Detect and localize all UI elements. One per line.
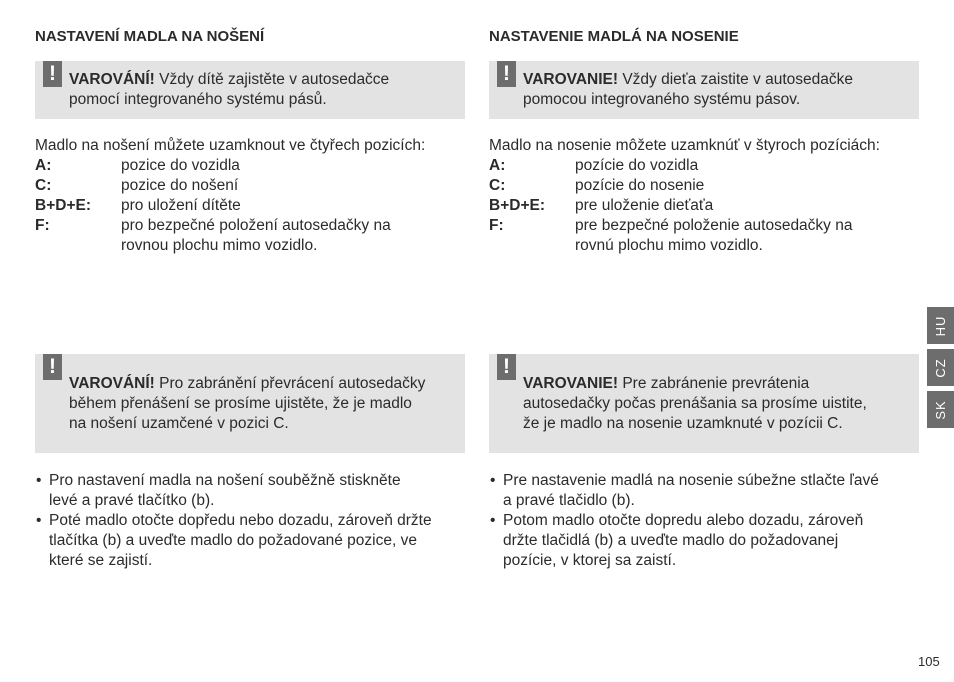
bullet-line2: a pravé tlačidlo (b).: [503, 492, 635, 509]
position-text: [575, 216, 919, 256]
position-text-line2: rovnú plochu mimo vozidlo.: [575, 237, 763, 254]
warning-2-line1: Pro zabránění převrácení autosedačky: [154, 375, 426, 392]
position-text: [121, 216, 465, 256]
position-text: pre uloženie dieťaťa: [575, 197, 714, 214]
bullet-line1: Pre nastavenie madlá na nosenie súbežne stlačte ľavé: [503, 472, 879, 489]
bullet-line3: které se zajistí.: [49, 552, 153, 569]
warning-2-line2: během přenášení se prosíme ujistěte, že je madlo: [69, 395, 412, 412]
position-key: F:: [489, 217, 504, 234]
right-warning-box-1: [489, 61, 919, 119]
position-key: C:: [35, 177, 52, 194]
list-item: [35, 471, 475, 511]
warning-label: VAROVÁNÍ!: [69, 71, 155, 88]
bullet-line2: držte tlačidlá (b) a uveďte madlo do požadovanej: [503, 532, 839, 549]
language-tab-cz[interactable]: [927, 349, 954, 386]
position-key: B+D+E:: [35, 197, 91, 214]
warning-label: VAROVANIE!: [523, 71, 619, 88]
position-text: pozície do nosenie: [575, 177, 705, 194]
language-tab-sk[interactable]: [927, 391, 954, 428]
warning-label: VAROVANIE!: [523, 375, 619, 392]
warning-label: VAROVÁNÍ!: [69, 375, 155, 392]
warning-icon: !: [497, 61, 516, 87]
warning-icon: !: [43, 354, 62, 380]
position-text: pozice do vozidla: [121, 157, 240, 174]
position-text: pro uložení dítěte: [121, 197, 241, 214]
bullet-line3: pozície, v ktorej sa zaistí.: [503, 552, 677, 569]
position-row: [489, 176, 919, 196]
position-row: [35, 156, 465, 176]
warning-1-line2: pomocou integrovaného systému pásov.: [523, 91, 801, 108]
bullet-line2: tlačítka (b) a uveďte madlo do požadované pozice, ve: [49, 532, 417, 549]
page-number: 105: [918, 654, 940, 669]
warning-icon: !: [43, 61, 62, 87]
position-row: [489, 196, 919, 216]
warning-2-line1: Pre zabránenie prevrátenia: [618, 375, 810, 392]
position-row: [35, 216, 465, 256]
list-item: [489, 471, 919, 511]
language-tabs: [927, 307, 954, 433]
warning-1-line1: Vždy dieťa zaistite v autosedačke: [618, 71, 854, 88]
position-key: B+D+E:: [489, 197, 545, 214]
list-item: [35, 511, 475, 571]
position-text: pozice do nošení: [121, 177, 239, 194]
right-warning-1-text: [523, 70, 909, 110]
language-tab-label: CZ: [932, 357, 948, 378]
position-key: F:: [35, 217, 50, 234]
right-warning-box-2: [489, 354, 919, 453]
bullet-line1: Potom madlo otočte dopredu alebo dozadu, zároveň: [503, 512, 864, 529]
right-instruction-list: [489, 471, 919, 571]
position-row: [489, 216, 919, 256]
bullet-line2: levé a pravé tlačítko (b).: [49, 492, 215, 509]
position-text-line1: pre bezpečné položenie autosedačky na: [575, 217, 853, 234]
left-warning-box-2: [35, 354, 465, 453]
list-item: [489, 511, 919, 571]
left-position-list: [35, 156, 465, 256]
warning-2-line2: autosedačky počas prenášania sa prosíme uistite,: [523, 395, 867, 412]
position-row: [35, 176, 465, 196]
warning-1-line2: pomocí integrovaného systému pásů.: [69, 91, 327, 108]
position-key: A:: [35, 157, 52, 174]
position-row: [35, 196, 465, 216]
position-row: [489, 156, 919, 176]
position-key: C:: [489, 177, 506, 194]
left-instruction-list: [35, 471, 475, 571]
left-intro: Madlo na nošení můžete uzamknout ve čtyřech pozicích:: [35, 137, 426, 154]
right-intro: Madlo na nosenie môžete uzamknúť v štyroch pozíciách:: [489, 137, 880, 154]
warning-icon: !: [497, 354, 516, 380]
language-tab-label: HU: [932, 315, 948, 336]
bullet-line1: Poté madlo otočte dopředu nebo dozadu, zároveň držte: [49, 512, 432, 529]
right-warning-2-text: [523, 374, 909, 434]
warning-2-line3: na nošení uzamčené v pozici C.: [69, 415, 289, 432]
warning-2-line3: že je madlo na nosenie uzamknuté v pozícii C.: [523, 415, 843, 432]
warning-1-line1: Vždy dítě zajistěte v autosedačce: [154, 71, 390, 88]
left-heading: NASTAVENÍ MADLA NA NOŠENÍ: [35, 28, 265, 45]
position-key: A:: [489, 157, 506, 174]
left-warning-box-1: [35, 61, 465, 119]
language-tab-hu[interactable]: [927, 307, 954, 344]
position-text-line1: pro bezpečné položení autosedačky na: [121, 217, 391, 234]
right-position-list: [489, 156, 919, 256]
position-text-line2: rovnou plochu mimo vozidlo.: [121, 237, 318, 254]
position-text: pozície do vozidla: [575, 157, 699, 174]
bullet-line1: Pro nastavení madla na nošení souběžně stiskněte: [49, 472, 401, 489]
left-warning-2-text: [69, 374, 455, 434]
right-heading: NASTAVENIE MADLÁ NA NOSENIE: [489, 28, 739, 45]
left-warning-1-text: [69, 70, 455, 110]
language-tab-label: SK: [932, 399, 948, 420]
